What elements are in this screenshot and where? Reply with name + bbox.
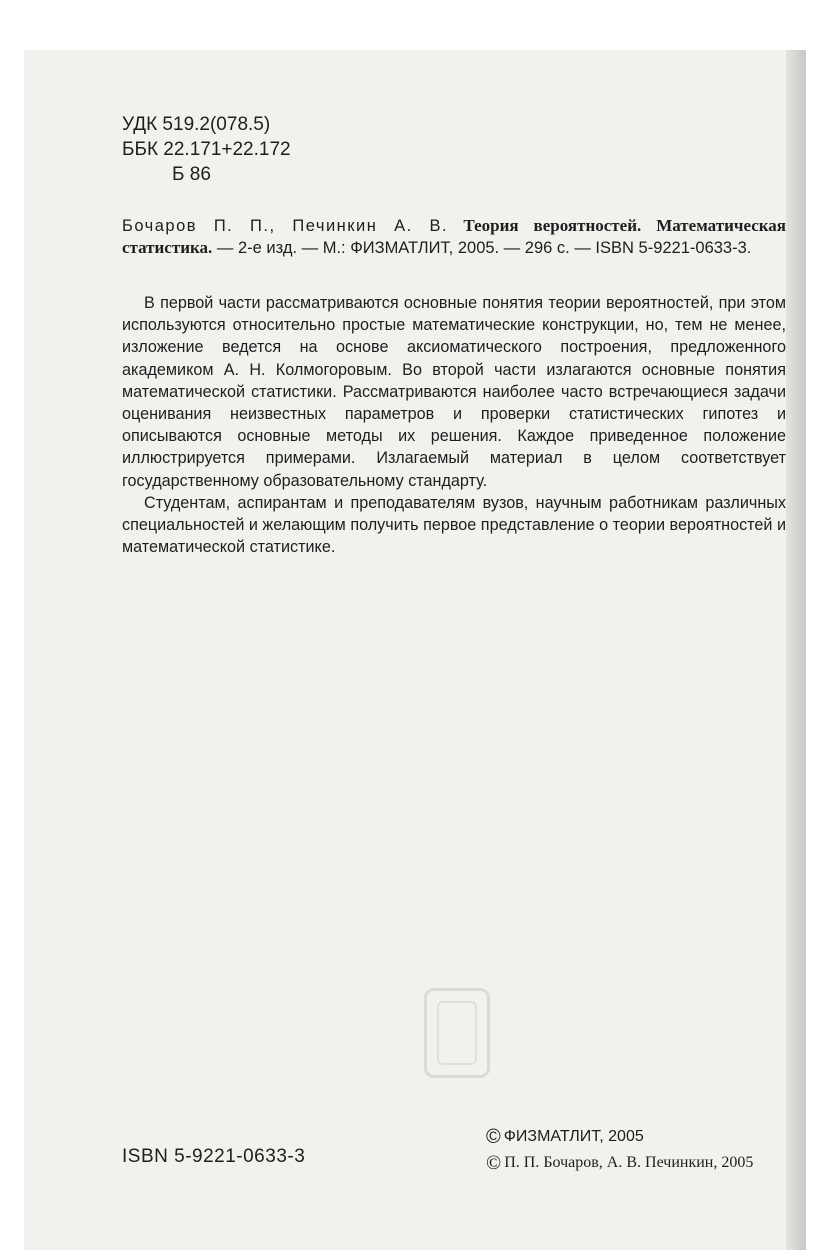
annotation-paragraph-2: Студентам, аспирантам и преподавателям вузов, научным работникам различных специальностей и желающим получить первое представление о теории вероятностей и математической статистике. (122, 493, 786, 557)
isbn-footer: ISBN 5-9221-0633-3 (122, 1146, 306, 1167)
annotation-paragraph-1: В первой части рассматриваются основные понятия теории вероятностей, при этом используются относительно простые математические конструкции, но, тем не менее, изложение ведется на основе аксиоматического построения, предложенного академиком А. Н. Колмогоровым. Во второй части излагаются основные понятия математической статистики. Рассматриваются наиболее часто встречающиеся задачи оценивания неизвестных параметров и проверки статистических гипотез и описываются основные методы их решения. Каждое приведенное положение иллюстрируется примерами. Излагаемый материал в целом соответствует государственному образовательному стандарту. (122, 294, 786, 490)
copyright-block (486, 1124, 753, 1176)
bibliographic-record (122, 215, 786, 259)
bbk-code: ББК 22.171+22.172 (122, 139, 291, 160)
copyright-authors: П. П. Бочаров, А. В. Печинкин, 2005 (504, 1154, 754, 1171)
copyright-publisher: ФИЗМАТЛИТ, 2005 (503, 1128, 644, 1145)
publication-info: — 2-е изд. — М.: ФИЗМАТЛИТ, 2005. — 296 с. — ISBN 5-9221-0633-3. (212, 239, 752, 257)
copyright-authors-line (486, 1150, 753, 1176)
udk-code: УДК 519.2(078.5) (122, 114, 271, 135)
copyright-icon: © (486, 1126, 501, 1148)
copyright-publisher-line (486, 1124, 753, 1150)
classification-block (122, 112, 291, 187)
author-sign: Б 86 (172, 164, 211, 185)
annotation (122, 292, 786, 558)
bleed-through-logo (424, 988, 490, 1078)
copyright-icon: © (486, 1152, 502, 1174)
book-title: Теория вероятностей. Математическая статистика. (122, 216, 786, 257)
page-edge-shadow (786, 50, 806, 1250)
authors: Бочаров П. П., Печинкин А. В. (122, 217, 449, 235)
